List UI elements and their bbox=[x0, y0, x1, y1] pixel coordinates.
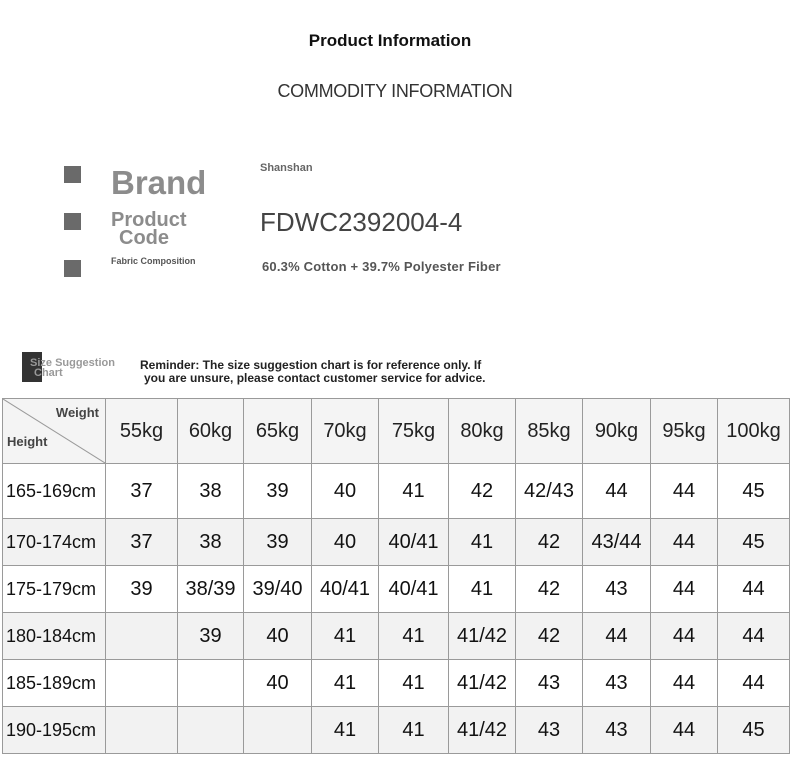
size-chart-table bbox=[2, 398, 790, 754]
product-code-label bbox=[111, 211, 187, 247]
size-cell: 41 bbox=[379, 660, 449, 707]
size-cell: 37 bbox=[106, 519, 178, 566]
size-cell: 40 bbox=[312, 519, 379, 566]
weight-header: 80kg bbox=[449, 399, 516, 464]
table-header-row bbox=[3, 399, 790, 464]
table-row bbox=[3, 613, 790, 660]
size-cell bbox=[106, 660, 178, 707]
size-cell: 40/41 bbox=[312, 566, 379, 613]
reminder-line2: you are unsure, please contact customer service for advice. bbox=[144, 371, 486, 385]
size-cell: 37 bbox=[106, 464, 178, 519]
size-cell: 43 bbox=[583, 660, 651, 707]
size-cell: 42 bbox=[449, 464, 516, 519]
table-row bbox=[3, 519, 790, 566]
size-cell: 44 bbox=[583, 464, 651, 519]
weight-header: 100kg bbox=[718, 399, 790, 464]
height-row-header: 170-174cm bbox=[3, 519, 106, 566]
weight-header: 85kg bbox=[516, 399, 583, 464]
weight-header: 90kg bbox=[583, 399, 651, 464]
product-code-label-line2: Code bbox=[119, 227, 169, 249]
size-cell bbox=[178, 707, 244, 754]
size-cell: 44 bbox=[651, 707, 718, 754]
weight-header: 95kg bbox=[651, 399, 718, 464]
size-cell: 41 bbox=[312, 613, 379, 660]
size-cell: 38 bbox=[178, 464, 244, 519]
size-cell: 44 bbox=[651, 566, 718, 613]
size-suggestion-label bbox=[30, 358, 115, 378]
size-cell: 40 bbox=[244, 660, 312, 707]
size-cell: 41 bbox=[312, 707, 379, 754]
size-cell: 42/43 bbox=[516, 464, 583, 519]
weight-axis-label: Weight bbox=[55, 405, 99, 420]
size-cell: 42 bbox=[516, 519, 583, 566]
size-cell: 44 bbox=[718, 660, 790, 707]
size-cell: 39 bbox=[244, 519, 312, 566]
size-cell: 41 bbox=[449, 519, 516, 566]
table-corner-cell bbox=[3, 399, 106, 464]
size-cell: 43 bbox=[583, 566, 651, 613]
square-bullet-icon bbox=[64, 166, 81, 183]
size-cell: 39 bbox=[244, 464, 312, 519]
size-cell: 44 bbox=[651, 464, 718, 519]
weight-header: 55kg bbox=[106, 399, 178, 464]
size-cell: 41 bbox=[379, 707, 449, 754]
size-cell: 44 bbox=[651, 519, 718, 566]
size-suggestion-label-line1: Size Suggestion bbox=[30, 357, 115, 369]
size-cell: 44 bbox=[651, 660, 718, 707]
reminder-line1: Reminder: The size suggestion chart is for reference only. If bbox=[140, 358, 482, 372]
size-cell: 43 bbox=[516, 707, 583, 754]
size-cell: 44 bbox=[718, 566, 790, 613]
size-cell: 40/41 bbox=[379, 566, 449, 613]
size-cell bbox=[106, 613, 178, 660]
size-suggestion-label-line2: Chart bbox=[34, 367, 63, 379]
size-cell: 43 bbox=[583, 707, 651, 754]
size-cell: 45 bbox=[718, 464, 790, 519]
table-row bbox=[3, 566, 790, 613]
size-cell: 44 bbox=[718, 613, 790, 660]
size-cell: 40 bbox=[312, 464, 379, 519]
size-cell: 40/41 bbox=[379, 519, 449, 566]
product-code-label-line1: Product bbox=[111, 209, 187, 231]
size-cell bbox=[106, 707, 178, 754]
size-cell: 41 bbox=[312, 660, 379, 707]
size-cell: 41/42 bbox=[449, 613, 516, 660]
size-cell: 39/40 bbox=[244, 566, 312, 613]
square-bullet-icon bbox=[64, 213, 81, 230]
weight-header: 65kg bbox=[244, 399, 312, 464]
size-cell bbox=[178, 660, 244, 707]
weight-header: 60kg bbox=[178, 399, 244, 464]
table-row bbox=[3, 464, 790, 519]
table-row bbox=[3, 707, 790, 754]
size-cell: 43 bbox=[516, 660, 583, 707]
size-cell: 42 bbox=[516, 613, 583, 660]
product-code-value: FDWC2392004-4 bbox=[260, 207, 463, 237]
size-cell: 43/44 bbox=[583, 519, 651, 566]
square-bullet-icon bbox=[64, 260, 81, 277]
page-title: Product Information bbox=[308, 31, 472, 50]
table-row bbox=[3, 660, 790, 707]
weight-header: 75kg bbox=[379, 399, 449, 464]
fabric-composition-label: Fabric Composition bbox=[111, 256, 196, 266]
size-cell: 44 bbox=[583, 613, 651, 660]
size-cell: 41 bbox=[379, 613, 449, 660]
size-cell: 38 bbox=[178, 519, 244, 566]
brand-label: Brand bbox=[111, 164, 207, 201]
size-cell bbox=[244, 707, 312, 754]
size-cell: 41 bbox=[449, 566, 516, 613]
size-cell: 44 bbox=[651, 613, 718, 660]
height-row-header: 185-189cm bbox=[3, 660, 106, 707]
brand-value: Shanshan bbox=[260, 162, 313, 174]
weight-header: 70kg bbox=[312, 399, 379, 464]
size-reminder-note bbox=[140, 359, 485, 385]
height-row-header: 175-179cm bbox=[3, 566, 106, 613]
fabric-composition-value: 60.3% Cotton + 39.7% Polyester Fiber bbox=[262, 259, 501, 274]
size-cell: 40 bbox=[244, 613, 312, 660]
height-axis-label: Height bbox=[7, 434, 48, 449]
page-subtitle: COMMODITY INFORMATION bbox=[277, 81, 513, 101]
height-row-header: 190-195cm bbox=[3, 707, 106, 754]
height-row-header: 180-184cm bbox=[3, 613, 106, 660]
size-cell: 38/39 bbox=[178, 566, 244, 613]
size-cell: 41/42 bbox=[449, 660, 516, 707]
size-cell: 39 bbox=[106, 566, 178, 613]
size-cell: 42 bbox=[516, 566, 583, 613]
size-cell: 39 bbox=[178, 613, 244, 660]
size-cell: 41/42 bbox=[449, 707, 516, 754]
size-cell: 45 bbox=[718, 707, 790, 754]
size-cell: 41 bbox=[379, 464, 449, 519]
height-row-header: 165-169cm bbox=[3, 464, 106, 519]
size-cell: 45 bbox=[718, 519, 790, 566]
